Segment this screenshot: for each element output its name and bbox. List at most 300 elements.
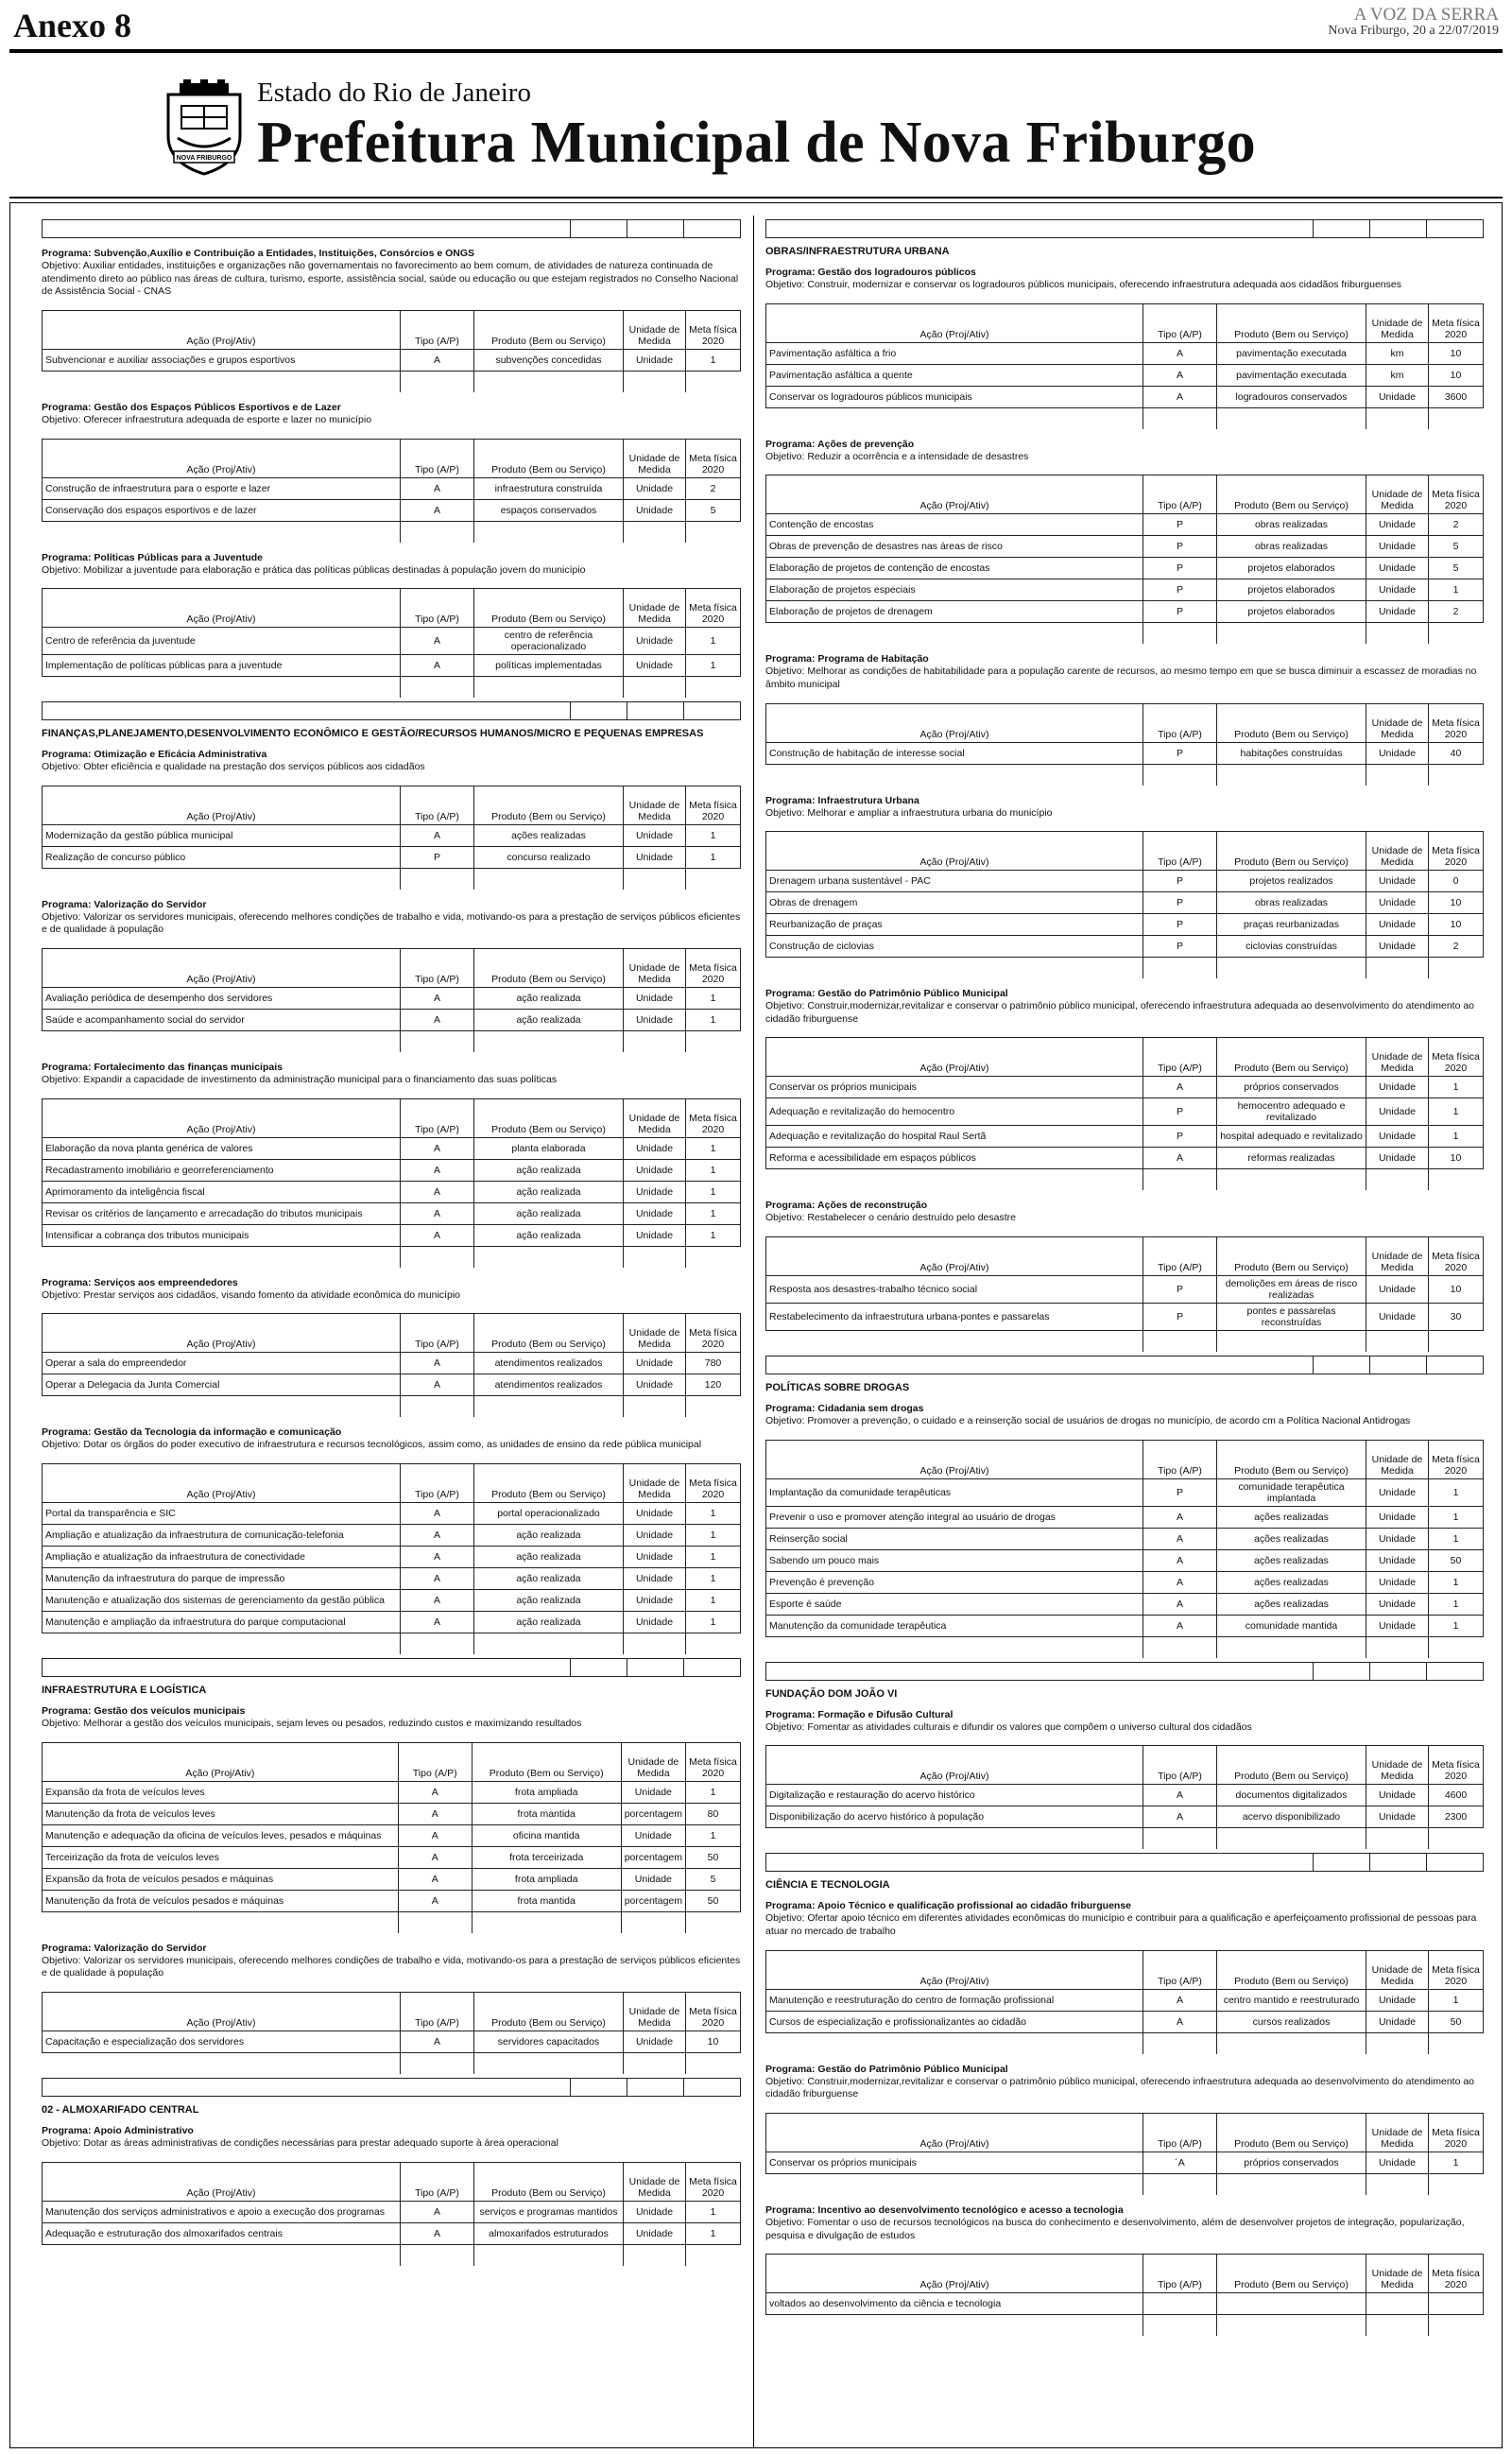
table-cell: Unidade: [624, 988, 686, 1010]
spacer-cell: [43, 2052, 401, 2074]
table-cell: 1: [686, 1159, 741, 1181]
svg-text:NOVA FRIBURGO: NOVA FRIBURGO: [176, 155, 232, 162]
column-header: Meta física 2020: [686, 786, 741, 824]
table-row: [766, 536, 1484, 558]
objective-text: Objetivo: Dotar os órgãos do poder executivo de infraestrutura e recursos tecnológicos, assim como, as unidades de ensino da rede pública municipal: [42, 1439, 702, 1451]
table-cell: Reinserção social: [766, 1528, 1143, 1549]
table-cell: Avaliação periódica de desempenho dos servidores: [43, 988, 401, 1010]
spacer-cell: [1429, 623, 1484, 645]
program-title: Programa: Programa de Habitação: [765, 653, 929, 665]
table-cell: centro de referência operacionalizado: [474, 628, 624, 655]
table-cell: 50: [1429, 1549, 1484, 1571]
table-cell: Unidade: [1366, 1276, 1429, 1304]
blank-row: [765, 1356, 1484, 1374]
table-cell: Unidade: [624, 628, 686, 655]
spacer-cell: [1217, 2173, 1366, 2195]
objective-text: Objetivo: Dotar as áreas administrativas de condições necessárias para prestar adequado suporte à área operacional: [42, 2136, 558, 2149]
table-cell: Unidade: [624, 1159, 686, 1181]
table-cell: acervo disponibilizado: [1217, 1806, 1366, 1828]
table-cell: P: [1143, 892, 1217, 914]
table-cell: Disponibilização do acervo histórico à população: [766, 1806, 1143, 1828]
column-header: Tipo (A/P): [1143, 703, 1217, 742]
table-cell: Reforma e acessibilidade em espaços públicos: [766, 1148, 1143, 1169]
spacer-cell: [1429, 407, 1484, 429]
table-cell: 1: [686, 1781, 741, 1803]
table-cell: Prevenção é prevenção: [766, 1571, 1143, 1593]
column-header: Ação (Proj/Ativ): [43, 310, 401, 349]
table-cell: Unidade: [1366, 2152, 1429, 2173]
column-header: Tipo (A/P): [1143, 1950, 1217, 1989]
spacer-cell: [474, 371, 624, 392]
table-cell: 2300: [1429, 1806, 1484, 1828]
table-cell: A: [401, 1374, 474, 1396]
column-header: Ação (Proj/Ativ): [43, 1098, 401, 1137]
program-block: [765, 439, 1484, 645]
section-title: POLÍTICAS SOBRE DROGAS: [765, 1382, 910, 1394]
table-cell: 1: [1429, 1098, 1484, 1126]
program-table: [42, 588, 741, 698]
column-header: Unidade de Medida: [1366, 303, 1429, 342]
table-cell: [1217, 2293, 1366, 2315]
spacer-cell: [1429, 2032, 1484, 2054]
table-cell: Manutenção dos serviços administrativos e apoio a execução dos programas: [43, 2201, 401, 2222]
column-header: Meta física 2020: [686, 949, 741, 988]
section-title: INFRAESTRUTURA E LOGÍSTICA: [42, 1685, 207, 1697]
table-cell: Unidade: [624, 349, 686, 371]
table-cell: Contenção de encostas: [766, 514, 1143, 536]
column-header: Ação (Proj/Ativ): [766, 475, 1143, 514]
table-cell: Pavimentação asfáltica a frio: [766, 342, 1143, 364]
table-cell: 120: [686, 1374, 741, 1396]
spacer-cell: [766, 1636, 1143, 1658]
table-cell: 780: [686, 1353, 741, 1374]
table-cell: 10: [686, 2031, 741, 2052]
table-cell: Unidade: [1366, 1593, 1429, 1615]
spacer-cell: [624, 371, 686, 392]
spacer-cell: [1366, 764, 1429, 786]
program-table: [42, 786, 741, 890]
spacer-cell: [401, 677, 474, 699]
table-cell: Construção de ciclovias: [766, 936, 1143, 958]
table-cell: habitações construídas: [1217, 742, 1366, 764]
spacer-cell: [43, 521, 401, 543]
spacer-cell: [401, 1031, 474, 1053]
table-cell: Elaboração de projetos especiais: [766, 579, 1143, 601]
table-row: [766, 1126, 1484, 1148]
table-cell: 30: [1429, 1304, 1484, 1331]
spacer-cell: [474, 1031, 624, 1053]
blank-row: [765, 219, 1484, 238]
program-title: Programa: Apoio Técnico e qualificação profissional ao cidadão friburguense: [765, 1900, 1132, 1912]
program-table: [765, 2254, 1484, 2336]
spacer-cell: [1366, 2315, 1429, 2337]
column-header: Produto (Bem ou Serviço): [474, 1464, 624, 1503]
spacer-cell: [1143, 1331, 1217, 1353]
table-cell: A: [401, 1353, 474, 1374]
table-row: [43, 1010, 741, 1031]
spacer-cell: [1217, 407, 1366, 429]
table-cell: 1: [1429, 1615, 1484, 1636]
table-cell: Unidade: [624, 1374, 686, 1396]
spacer-cell: [766, 764, 1143, 786]
blank-cell: [766, 1357, 1313, 1374]
program-title: Programa: Ações de prevenção: [765, 438, 915, 450]
table-cell: Unidade: [624, 1224, 686, 1246]
column-header: Unidade de Medida: [1366, 2113, 1429, 2152]
spacer-cell: [474, 2244, 624, 2266]
table-cell: P: [1143, 1276, 1217, 1304]
table-cell: Unidade: [624, 477, 686, 499]
table-cell: Operar a Delegacia da Junta Comercial: [43, 1374, 401, 1396]
table-cell: A: [401, 1202, 474, 1224]
table-cell: ação realizada: [474, 1202, 624, 1224]
table-cell: Elaboração da nova planta genérica de valores: [43, 1137, 401, 1159]
table-row: [766, 1549, 1484, 1571]
program-title: Programa: Infraestrutura Urbana: [765, 794, 919, 806]
column-header: Meta física 2020: [686, 1098, 741, 1137]
column-header: Meta física 2020: [1429, 303, 1484, 342]
table-cell: P: [1143, 1478, 1217, 1506]
table-cell: Unidade: [624, 2031, 686, 2052]
blank-cell: [627, 702, 683, 719]
table-row: [43, 846, 741, 868]
table-cell: Unidade: [1366, 1615, 1429, 1636]
table-cell: Unidade: [624, 1525, 686, 1547]
column-header: Meta física 2020: [686, 439, 741, 477]
spacer-cell: [1217, 1169, 1366, 1191]
column-header: Unidade de Medida: [1366, 832, 1429, 871]
column-header: Produto (Bem ou Serviço): [474, 2162, 624, 2201]
program-table: [42, 310, 741, 392]
table-row: [766, 892, 1484, 914]
table-cell: 1: [1429, 1593, 1484, 1615]
table-cell: A: [401, 1181, 474, 1202]
table-row: [43, 1590, 741, 1612]
column-header: Unidade de Medida: [1366, 1038, 1429, 1077]
spacer-cell: [624, 868, 686, 890]
table-cell: 1: [686, 1568, 741, 1590]
program-table: [765, 303, 1484, 429]
table-cell: 1: [686, 1010, 741, 1031]
spacer-cell: [766, 2032, 1143, 2054]
table-cell: porcentagem: [621, 1890, 685, 1911]
table-cell: Unidade: [624, 1010, 686, 1031]
table-cell: Unidade: [1366, 2011, 1429, 2032]
column-header: Ação (Proj/Ativ): [43, 949, 401, 988]
table-cell: A: [1143, 1593, 1217, 1615]
table-row: [766, 2293, 1484, 2315]
column-header: Ação (Proj/Ativ): [766, 2255, 1143, 2293]
page-title: Prefeitura Municipal de Nova Friburgo: [257, 111, 1256, 175]
blank-cell: [570, 1659, 627, 1676]
table-cell: A: [1143, 1077, 1217, 1098]
table-cell: A: [401, 628, 474, 655]
blank-cell: [570, 2079, 627, 2096]
table-cell: Unidade: [1366, 1571, 1429, 1593]
program-title: Programa: Subvenção,Auxílio e Contribuição a Entidades, Instituições, Consórcios e ONGS: [42, 248, 475, 259]
table-cell: 2: [686, 477, 741, 499]
table-cell: Unidade: [624, 1202, 686, 1224]
program-block: [42, 1943, 741, 2074]
table-cell: Manutenção e adequação da oficina de veículos leves, pesados e máquinas: [43, 1824, 399, 1846]
column-header: Meta física 2020: [1429, 2113, 1484, 2152]
spacer-cell: [401, 2244, 474, 2266]
table-row: [766, 1098, 1484, 1126]
table-cell: Ampliação e atualização da infraestrutura de comunicação-telefonia: [43, 1525, 401, 1547]
program-title: Programa: Formação e Difusão Cultural: [765, 1708, 954, 1720]
table-cell: P: [1143, 936, 1217, 958]
objective-text: Objetivo: Valorizar os servidores municipais, oferecendo melhores condições de trabalho e vida, motivando-os para a prestação de serviços públicos eficientes e de qualidade à população: [42, 910, 741, 936]
table-cell: hemocentro adequado e revitalizado: [1217, 1098, 1366, 1126]
spacer-cell: [1143, 1636, 1217, 1658]
program-table: [765, 703, 1484, 786]
section-title: FUNDAÇÃO DOM JOÃO VI: [765, 1687, 898, 1700]
table-cell: ações realizadas: [1217, 1506, 1366, 1528]
table-cell: Unidade: [1366, 1806, 1429, 1828]
spacer-cell: [766, 623, 1143, 645]
spacer-cell: [1429, 2173, 1484, 2195]
column-header: Tipo (A/P): [1143, 1746, 1217, 1785]
table-row: [43, 1824, 741, 1846]
program-title: Programa: Gestão do Patrimônio Público Municipal: [765, 2063, 1008, 2075]
spacer-cell: [474, 521, 624, 543]
table-row: [43, 1202, 741, 1224]
table-row: [43, 1547, 741, 1568]
table-cell: Drenagem urbana sustentável - PAC: [766, 871, 1143, 892]
spacer-cell: [1143, 2315, 1217, 2337]
table-cell: projetos realizados: [1217, 871, 1366, 892]
table-cell: 5: [1429, 558, 1484, 579]
spacer-cell: [1366, 623, 1429, 645]
spacer-cell: [1429, 1636, 1484, 1658]
column-header: Ação (Proj/Ativ): [766, 1746, 1143, 1785]
column-header: Produto (Bem ou Serviço): [1217, 1440, 1366, 1478]
table-cell: oficina mantida: [472, 1824, 621, 1846]
blank-cell: [1426, 220, 1483, 237]
column-header: Meta física 2020: [1429, 1440, 1484, 1478]
table-cell: Cursos de especialização e profissionalizantes ao cidadão: [766, 2011, 1143, 2032]
table-cell: 2: [1429, 936, 1484, 958]
table-cell: Unidade: [1366, 1126, 1429, 1148]
table-cell: Unidade: [621, 1781, 685, 1803]
table-cell: Unidade: [624, 2201, 686, 2222]
program-table: [765, 1950, 1484, 2054]
objective-text: Objetivo: Construir, modernizar e conservar os logradouros públicos municipais, oferecendo infraestrutura adequada aos cidadãos friburguenses: [765, 279, 1401, 290]
spacer-cell: [1217, 623, 1366, 645]
table-cell: demolições em áreas de risco realizadas: [1217, 1276, 1366, 1304]
column-header: Unidade de Medida: [624, 1098, 686, 1137]
table-cell: ação realizada: [474, 1181, 624, 1202]
table-cell: 40: [1429, 742, 1484, 764]
table-cell: 1: [1429, 1478, 1484, 1506]
table-row: [43, 1890, 741, 1911]
spacer-cell: [474, 868, 624, 890]
blank-cell: [1369, 1357, 1426, 1374]
spacer-cell: [766, 407, 1143, 429]
program-title: Programa: Serviços aos empreendedores: [42, 1276, 238, 1288]
table-cell: 1: [686, 1824, 741, 1846]
column-header: Meta física 2020: [1429, 1746, 1484, 1785]
table-cell: infraestrutura construída: [474, 477, 624, 499]
table-cell: planta elaborada: [474, 1137, 624, 1159]
spacer-cell: [766, 1169, 1143, 1191]
table-row: [766, 558, 1484, 579]
column-header: Tipo (A/P): [401, 1992, 474, 2031]
table-cell: 1: [1429, 1506, 1484, 1528]
table-cell: subvenções concedidas: [474, 349, 624, 371]
table-row: [43, 2201, 741, 2222]
table-cell: ação realizada: [474, 1568, 624, 1590]
table-row: [43, 988, 741, 1010]
table-cell: frota ampliada: [472, 1781, 621, 1803]
table-cell: 1: [686, 1547, 741, 1568]
blank-cell: [766, 1854, 1313, 1871]
section-title: OBRAS/INFRAESTRUTURA URBANA: [765, 246, 950, 257]
table-cell: Unidade: [1366, 579, 1429, 601]
table-cell: próprios conservados: [1217, 1077, 1366, 1098]
spacer-cell: [686, 521, 741, 543]
column-header: Meta física 2020: [1429, 1950, 1484, 1989]
spacer-cell: [624, 1396, 686, 1418]
program-table: [765, 1745, 1484, 1849]
objective-text: Objetivo: Auxiliar entidades, instituições e organizações não governamentais no favorecimento ao bem comum, de atividades de natureza continuada de atendimento direto ao público nas áreas de cultura, turismo, esporte, assistência social, saúde ou educação ou que estejam registrados no Conselho Nacional de Assistência Social - CNAS: [42, 260, 739, 298]
program-block: [765, 988, 1484, 1190]
column-header: Ação (Proj/Ativ): [766, 1950, 1143, 1989]
table-cell: A: [401, 2222, 474, 2244]
objective-text: Objetivo: Ofertar apoio técnico em diferentes atividades econômicas do município e contribuir para a qualificação e aperfeiçoamento profissional de pessoas para atuar no mercado de trabalho: [765, 1912, 1477, 1938]
table-cell: A: [398, 1890, 472, 1911]
table-row: [766, 2152, 1484, 2173]
spacer-cell: [1217, 1828, 1366, 1850]
column-header: Produto (Bem ou Serviço): [1217, 832, 1366, 871]
table-cell: Capacitação e especialização dos servidores: [43, 2031, 401, 2052]
table-cell: A: [401, 1503, 474, 1525]
program-block: [765, 1853, 1484, 2053]
column-header: Unidade de Medida: [1366, 1440, 1429, 1478]
table-cell: Digitalização e restauração do acervo histórico: [766, 1785, 1143, 1806]
table-row: [43, 1374, 741, 1396]
spacer-cell: [686, 371, 741, 392]
table-cell: A: [401, 1525, 474, 1547]
program-title: Programa: Incentivo ao desenvolvimento tecnológico e acesso a tecnologia: [765, 2203, 1124, 2216]
table-cell: Unidade: [624, 824, 686, 846]
program-table: [42, 1463, 741, 1654]
table-cell: A: [401, 1224, 474, 1246]
column-header: Unidade de Medida: [624, 589, 686, 628]
table-row: [43, 1525, 741, 1547]
table-cell: Pavimentação asfáltica a quente: [766, 364, 1143, 386]
spacer-cell: [398, 1911, 472, 1933]
table-cell: comunidade terapêutica implantada: [1217, 1478, 1366, 1506]
spacer-cell: [1143, 958, 1217, 979]
table-row: [766, 1276, 1484, 1304]
table-cell: Unidade: [1366, 558, 1429, 579]
table-cell: 1: [686, 628, 741, 655]
table-cell: pavimentação executada: [1217, 364, 1366, 386]
table-cell: ação realizada: [474, 988, 624, 1010]
table-cell: 1: [686, 1590, 741, 1612]
table-cell: Expansão da frota de veículos leves: [43, 1781, 399, 1803]
top-rule: [9, 49, 1503, 53]
column-header: Produto (Bem ou Serviço): [1217, 1746, 1366, 1785]
spacer-cell: [1429, 958, 1484, 979]
objective-text: Objetivo: Construir,modernizar,revitalizar e conservar o patrimônio público municipal, oferecendo infraestrutura adequada ao desenvolvimento do atendimento ao cidadão friburguense: [765, 2075, 1475, 2100]
spacer-cell: [43, 1633, 401, 1655]
column-header: Meta física 2020: [686, 1314, 741, 1353]
spacer-cell: [1143, 764, 1217, 786]
program-block: [42, 2078, 741, 2266]
table-cell: Saúde e acompanhamento social do servidor: [43, 1010, 401, 1031]
table-cell: 1: [1429, 1126, 1484, 1148]
spacer-cell: [766, 2173, 1143, 2195]
table-row: [43, 1781, 741, 1803]
table-cell: reformas realizadas: [1217, 1148, 1366, 1169]
column-header: Ação (Proj/Ativ): [766, 1237, 1143, 1276]
blank-cell: [570, 220, 627, 237]
column-header: Produto (Bem ou Serviço): [1217, 1237, 1366, 1276]
table-cell: Unidade: [1366, 1989, 1429, 2011]
column-header: Unidade de Medida: [1366, 1237, 1429, 1276]
objective-text: Objetivo: Obter eficiência e qualidade na prestação dos serviços públicos aos cidadãos: [42, 761, 425, 773]
table-cell: Unidade: [624, 1568, 686, 1590]
program-table: [42, 948, 741, 1052]
spacer-cell: [1366, 1331, 1429, 1353]
spacer-cell: [686, 2052, 741, 2074]
table-row: [766, 1989, 1484, 2011]
table-cell: A: [401, 1159, 474, 1181]
table-cell: 50: [686, 1890, 741, 1911]
program-block: [765, 2064, 1484, 2195]
table-cell: serviços e programas mantidos: [474, 2201, 624, 2222]
table-cell: 10: [1429, 364, 1484, 386]
table-cell: Unidade: [624, 2222, 686, 2244]
table-row: [43, 1137, 741, 1159]
column-header: Tipo (A/P): [1143, 2113, 1217, 2152]
table-cell: A: [398, 1868, 472, 1890]
table-cell: Conservar os próprios municipais: [766, 2152, 1143, 2173]
table-cell: Construção de infraestrutura para o esporte e lazer: [43, 477, 401, 499]
column-header: Unidade de Medida: [1366, 1950, 1429, 1989]
state-name: Estado do Rio de Janeiro: [257, 78, 531, 108]
blank-cell: [1426, 1854, 1483, 1871]
blank-cell: [1313, 1357, 1369, 1374]
spacer-cell: [686, 1633, 741, 1655]
spacer-cell: [1217, 764, 1366, 786]
spacer-cell: [686, 1246, 741, 1268]
column-header: Ação (Proj/Ativ): [43, 589, 401, 628]
column-header: Meta física 2020: [1429, 703, 1484, 742]
table-cell: Unidade: [1366, 1077, 1429, 1098]
blank-cell: [43, 220, 570, 237]
spacer-cell: [43, 2244, 401, 2266]
table-row: [43, 1846, 741, 1868]
column-header: Meta física 2020: [1429, 475, 1484, 514]
spacer-cell: [1366, 2032, 1429, 2054]
table-cell: A: [1143, 2011, 1217, 2032]
edition-date: Nova Friburgo, 20 a 22/07/2019: [1328, 23, 1499, 38]
table-cell: projetos elaborados: [1217, 558, 1366, 579]
table-row: [766, 1593, 1484, 1615]
table-cell: A: [401, 2031, 474, 2052]
table-cell: Conservar os próprios municipais: [766, 1077, 1143, 1098]
table-cell: 1: [686, 824, 741, 846]
table-cell: pontes e passarelas reconstruídas: [1217, 1304, 1366, 1331]
table-cell: A: [401, 1612, 474, 1633]
program-title: Programa: Otimização e Eficácia Administrativa: [42, 749, 267, 761]
table-cell: A: [401, 655, 474, 677]
blank-cell: [683, 702, 740, 719]
table-cell: porcentagem: [621, 1803, 685, 1824]
